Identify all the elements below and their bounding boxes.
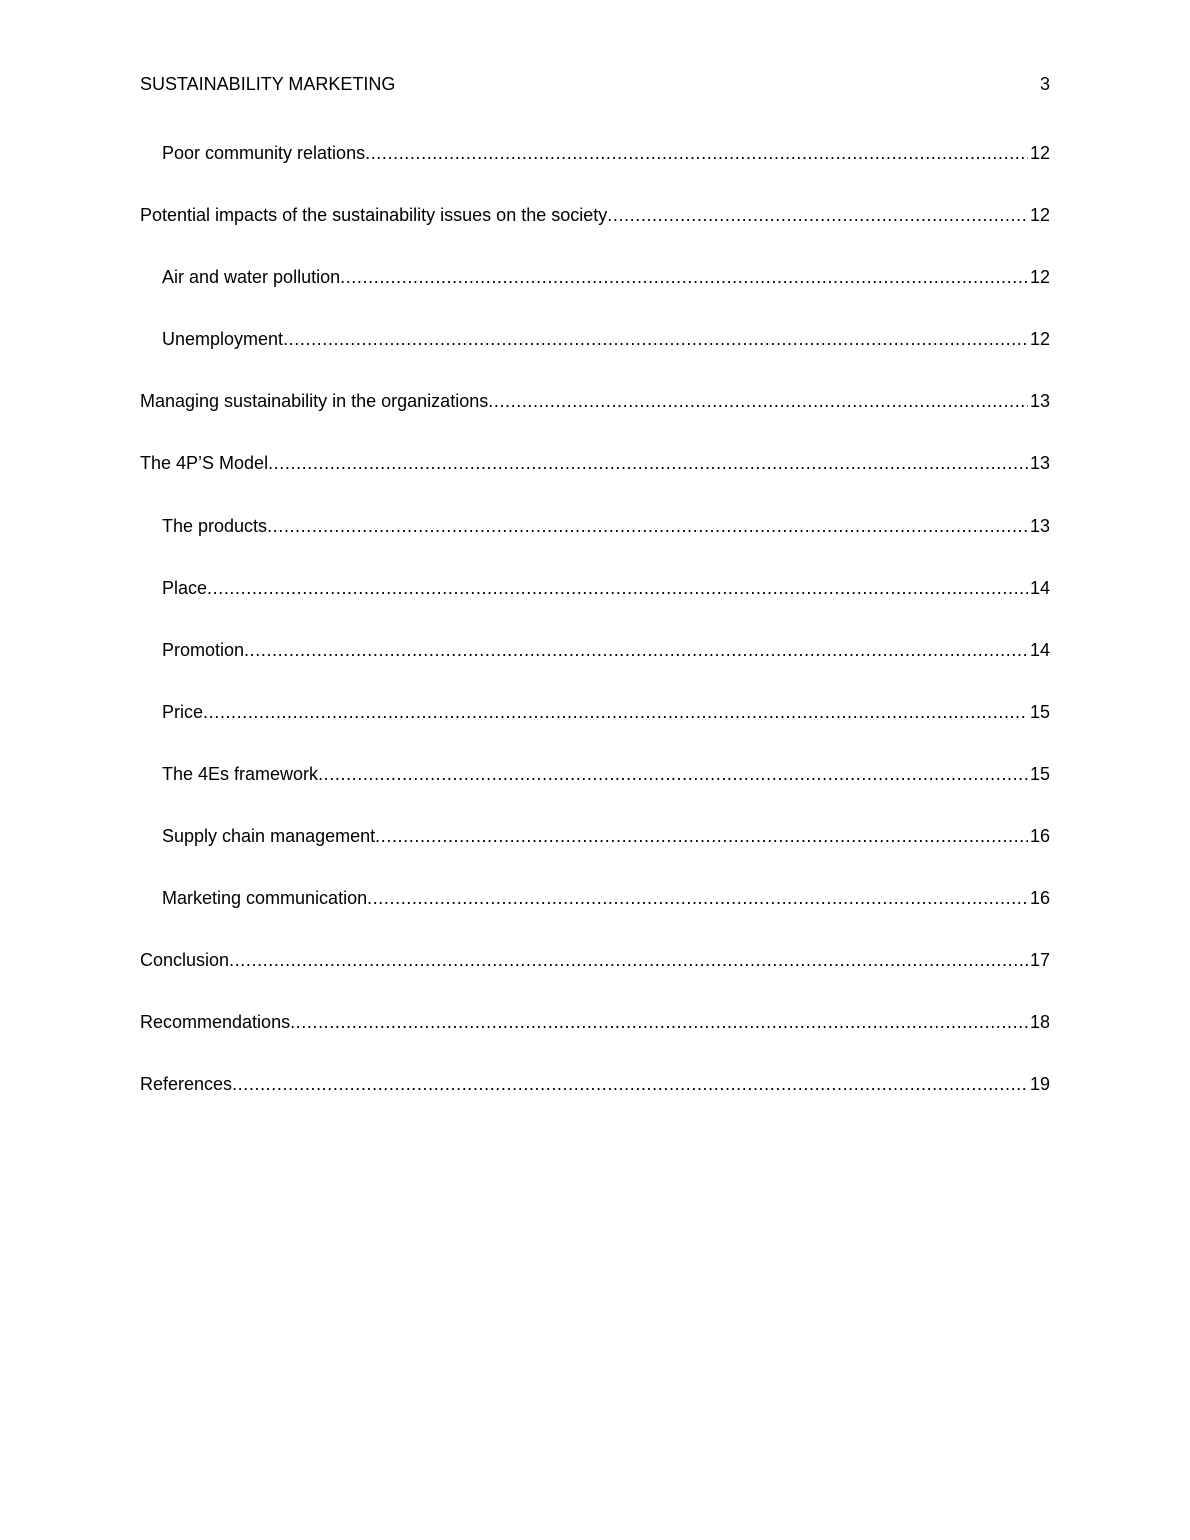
dot-leader <box>207 575 1028 601</box>
toc-page-ref: 13 <box>1029 515 1050 536</box>
toc-entry-label: The 4P’S Model <box>140 453 269 474</box>
toc-page-ref: 16 <box>1029 888 1050 909</box>
toc-page-ref: 13 <box>1029 391 1050 412</box>
toc-entry-potential-impacts[interactable] <box>140 202 1050 264</box>
toc-page-ref: 18 <box>1029 1012 1050 1033</box>
dot-leader <box>232 1071 1028 1097</box>
toc-entry-label: Conclusion <box>140 950 230 971</box>
dot-leader <box>375 823 1028 849</box>
toc-entry-label: The 4Es framework <box>162 763 319 784</box>
dot-leader <box>340 264 1028 290</box>
toc-page-ref: 19 <box>1029 1074 1050 1095</box>
dot-leader <box>267 513 1028 539</box>
toc-entry-recommendations[interactable] <box>140 1009 1050 1071</box>
toc-page-ref: 12 <box>1029 205 1050 226</box>
dot-leader <box>244 637 1028 663</box>
toc-entry-label: Supply chain management <box>162 826 376 847</box>
toc-page-ref: 13 <box>1029 453 1050 474</box>
toc-page-ref: 17 <box>1029 950 1050 971</box>
toc-entry-label: Potential impacts of the sustainability issues on the society <box>140 205 608 226</box>
toc-entry-label: Promotion <box>162 639 245 660</box>
running-header <box>140 72 1050 96</box>
dot-leader <box>203 699 1028 725</box>
dot-leader <box>488 388 1028 414</box>
toc-entry-label: Price <box>162 701 204 722</box>
toc-page-ref: 14 <box>1029 577 1050 598</box>
toc-entry-label: Managing sustainability in the organizations <box>140 391 489 412</box>
toc-entry-marketing-communication[interactable] <box>140 885 1050 947</box>
running-title: SUSTAINABILITY MARKETING <box>140 74 396 94</box>
toc-page-ref: 14 <box>1029 639 1050 660</box>
toc-entry-poor-community-relations[interactable] <box>140 140 1050 202</box>
toc-entry-label: Poor community relations <box>162 143 366 163</box>
toc-page-ref: 15 <box>1029 701 1050 722</box>
toc-entry-label: Place <box>162 577 208 598</box>
toc-entry-supply-chain-management[interactable] <box>140 823 1050 885</box>
toc-entry-label: References <box>140 1074 233 1095</box>
toc-entry-references[interactable] <box>140 1071 1050 1133</box>
dot-leader <box>268 450 1028 476</box>
dot-leader <box>318 761 1028 787</box>
toc-entry-4ps-model[interactable] <box>140 450 1050 512</box>
toc-page-ref: 12 <box>1029 329 1050 350</box>
toc-page-ref: 16 <box>1029 826 1050 847</box>
toc-entry-label: Marketing communication <box>162 888 368 909</box>
toc-entry-managing-sustainability[interactable] <box>140 388 1050 450</box>
toc-entry-4es-framework[interactable] <box>140 761 1050 823</box>
toc-entry-label: Recommendations <box>140 1012 291 1033</box>
dot-leader <box>607 202 1028 228</box>
dot-leader <box>367 885 1028 911</box>
toc-page-ref: 12 <box>1029 143 1050 163</box>
table-of-contents <box>140 140 1050 1134</box>
toc-entry-the-products[interactable] <box>140 513 1050 575</box>
dot-leader <box>283 326 1028 352</box>
toc-entry-price[interactable] <box>140 699 1050 761</box>
toc-entry-place[interactable] <box>140 575 1050 637</box>
toc-entry-unemployment[interactable] <box>140 326 1050 388</box>
toc-entry-label: Unemployment <box>162 329 284 350</box>
dot-leader <box>290 1009 1028 1035</box>
toc-entry-label: Air and water pollution <box>162 267 341 288</box>
toc-entry-label: The products <box>162 515 268 536</box>
dot-leader <box>365 140 1028 166</box>
toc-entry-conclusion[interactable] <box>140 947 1050 1009</box>
toc-page-ref: 12 <box>1029 267 1050 288</box>
page-number: 3 <box>1039 74 1050 94</box>
toc-entry-air-water-pollution[interactable] <box>140 264 1050 326</box>
toc-page-ref: 15 <box>1029 763 1050 784</box>
dot-leader <box>229 947 1028 973</box>
toc-entry-promotion[interactable] <box>140 637 1050 699</box>
